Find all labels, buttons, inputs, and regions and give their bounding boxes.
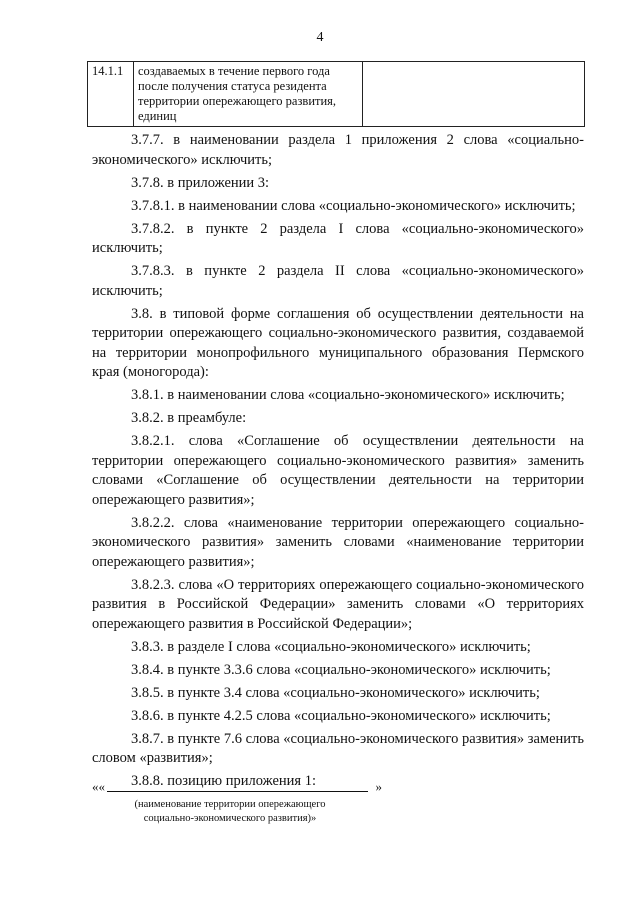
clause-3-7-8-2: 3.7.8.2. в пункте 2 раздела I слова «социально-экономического» исключить;: [92, 220, 584, 256]
page-number: 4: [316, 30, 324, 45]
description-line: создаваемых в течение первого года: [138, 64, 330, 78]
clause-3-7-8: 3.7.8. в приложении 3:: [131, 174, 270, 191]
row-number-cell: 14.1.1: [88, 62, 134, 127]
caption-line: (наименование территории опережающего: [134, 799, 326, 810]
clause-3-7-8-3: 3.7.8.3. в пункте 2 раздела II слова «социально-экономического» исключить;: [92, 263, 584, 299]
clause-3-8-1: 3.8.1. в наименовании слова «социально-экономического» исключить;: [131, 387, 565, 403]
blank-field: [92, 779, 382, 795]
clause-3-8-3: 3.8.3. в разделе I слова «социально-экономического» исключить;: [131, 638, 531, 655]
row-value-cell: [363, 62, 585, 127]
clause-3-8-2: 3.8.2. в преамбуле:: [131, 410, 247, 426]
clause-3-8-2-1: 3.8.2.1. слова «Соглашение об осуществлении деятельности на территории опережающего социально-экономического развития» заменить словами «Соглашение об осуществлении деятельности на территории опережающего развития»;: [92, 433, 584, 508]
clause-3-8-6: 3.8.6. в пункте 4.2.5 слова «социально-экономического» исключить;: [131, 707, 551, 724]
clause-3-7-8-1: 3.7.8.1. в наименовании слова «социально-экономического» исключить;: [131, 197, 576, 214]
clause-3-7-7: 3.7.7. в наименовании раздела 1 приложения 2 слова «социально-экономического» исключить;: [92, 132, 584, 168]
clause-3-8-2-2: 3.8.2.2. слова «наименование территории опережающего социально-экономического развития» заменить словами «наименование территории опережающего развития»;: [92, 514, 584, 570]
description-line: территории опережающего развития,: [138, 94, 337, 108]
open-quote: ««: [92, 779, 105, 794]
clause-3-8-5: 3.8.5. в пункте 3.4 слова «социально-экономического» исключить;: [131, 684, 540, 701]
table-row: [88, 62, 585, 127]
fill-in-line: [107, 791, 368, 792]
close-quote: »: [375, 779, 382, 794]
clause-3-8-7: 3.8.7. в пункте 7.6 слова «социально-экономического развития» заменить словом «развития»;: [92, 730, 584, 766]
caption-line: социально-экономического развития)»: [143, 813, 317, 824]
field-caption: [110, 798, 350, 826]
description-line: единиц: [138, 109, 177, 123]
description-line: после получения статуса резидента: [138, 79, 327, 93]
clause-3-8: 3.8. в типовой форме соглашения об осуществлении деятельности на территории опережающего социально-экономического развития, создаваемой на территории монопрофильного муниципального образования Пермского края (моногорода):: [92, 305, 584, 380]
row-description-cell: [134, 62, 363, 127]
indicator-table: [87, 61, 585, 127]
clause-3-8-2-3: 3.8.2.3. слова «О территориях опережающего социально-экономического развития в Российской Федерации» заменить словами «О территориях опережающего развития в Российской Федерации»;: [92, 576, 584, 632]
clause-3-8-8: 3.8.8. позицию приложения 1:: [131, 773, 316, 789]
document-body: [92, 131, 584, 792]
clause-3-8-4: 3.8.4. в пункте 3.3.6 слова «социально-экономического» исключить;: [131, 661, 551, 678]
